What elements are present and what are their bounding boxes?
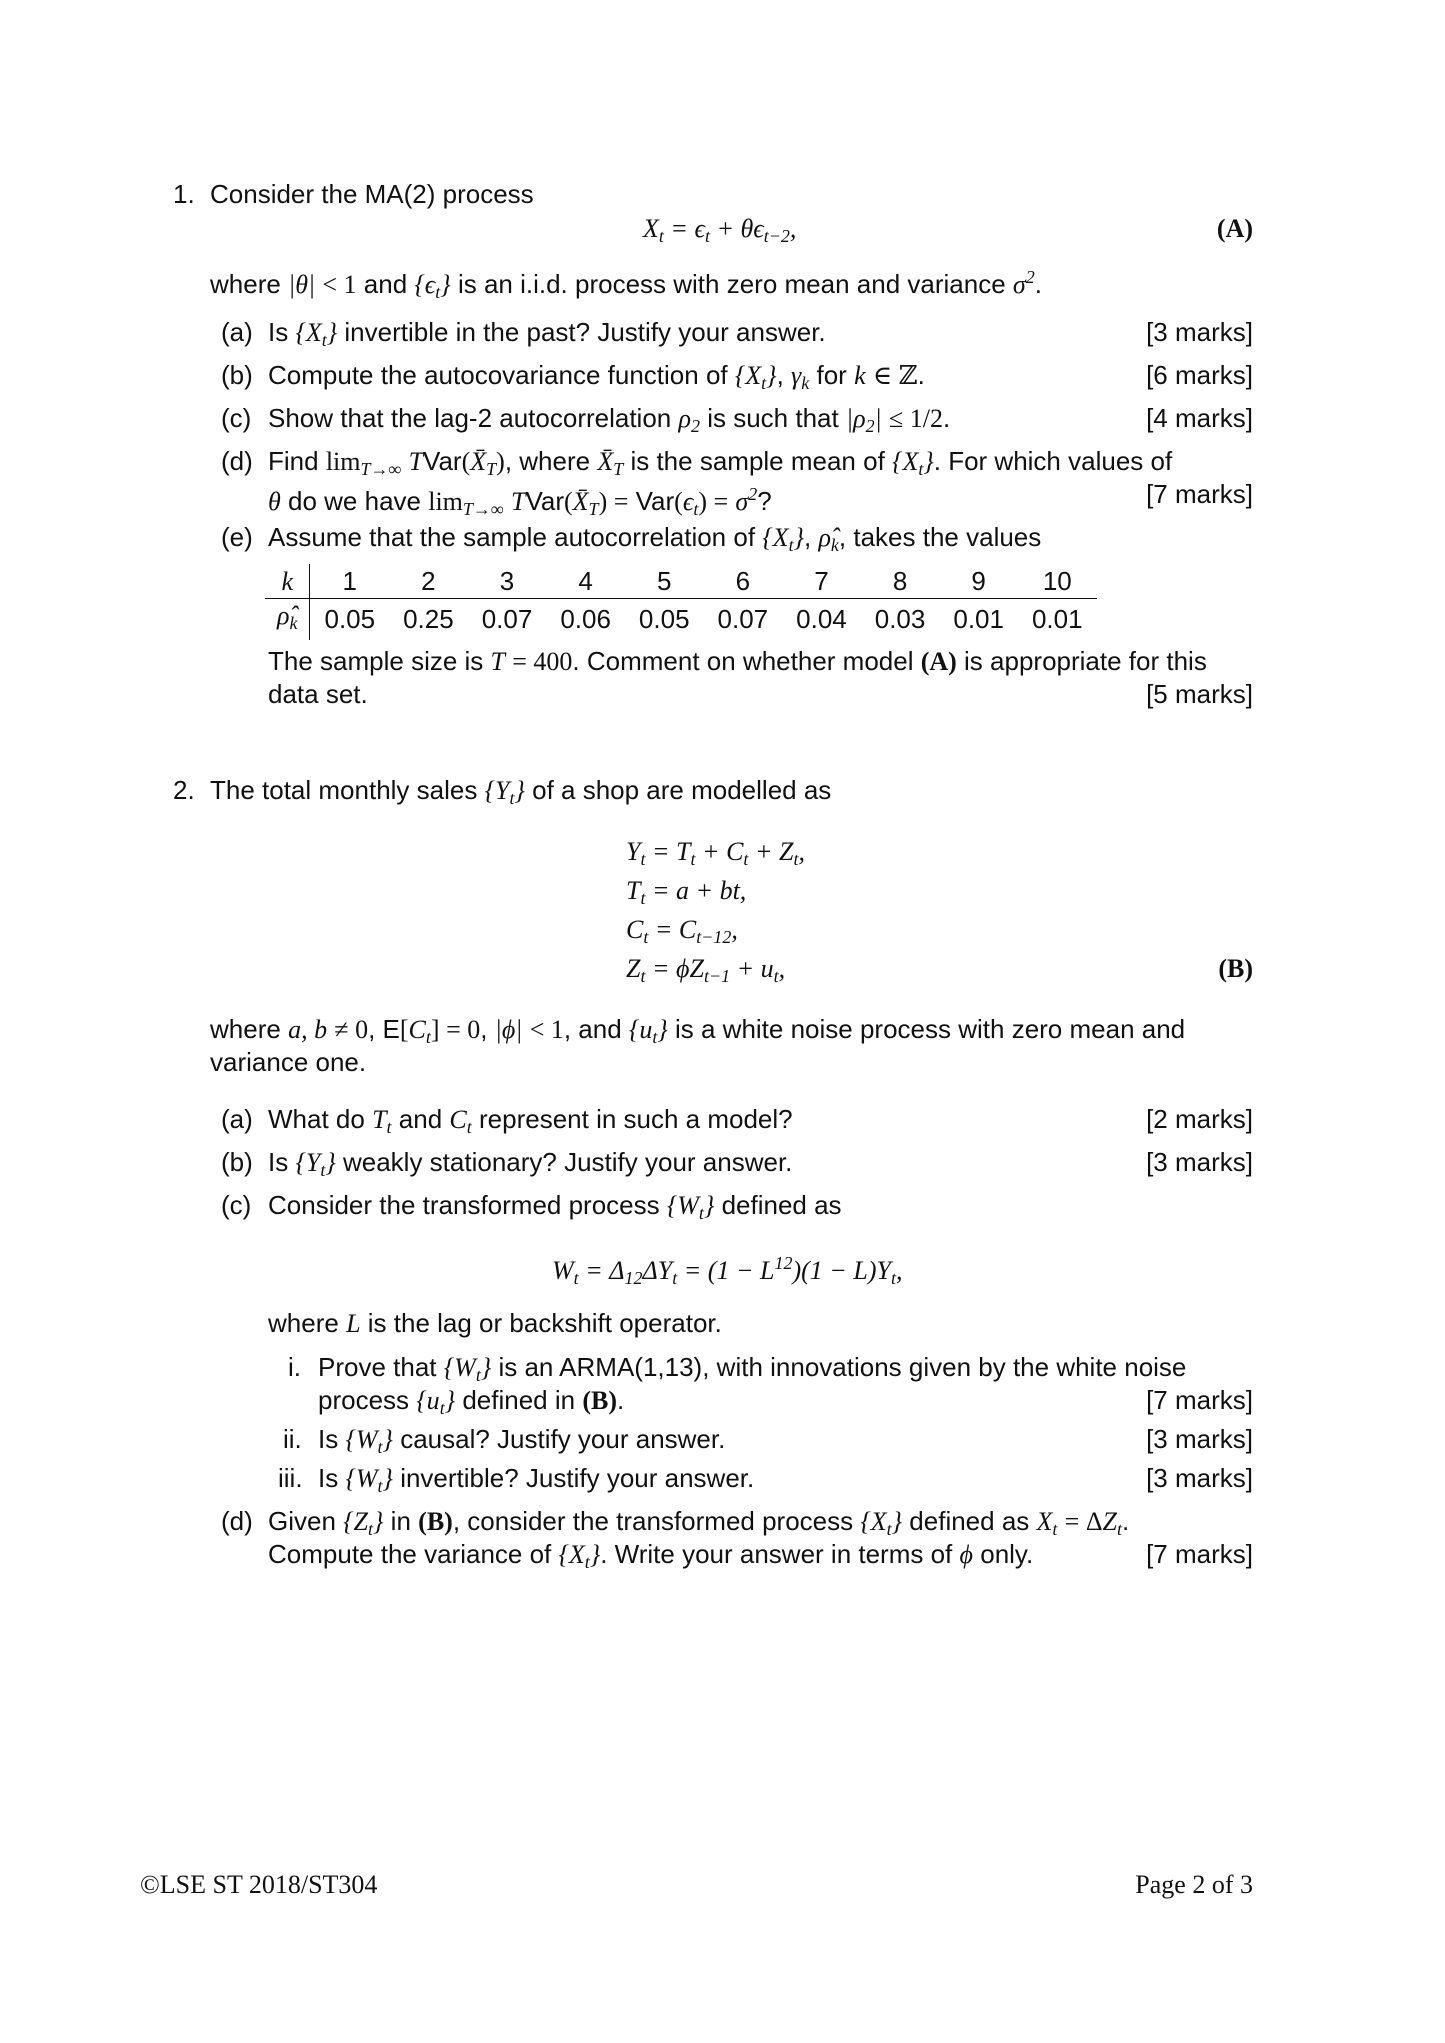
- q2-part-d-line1: Given $\{Z_t\}$ in (B), consider the transformed process $\{X_t\}$ defined as $X_t = \Delta Z_t$.: [268, 1506, 1130, 1539]
- q2-part-d-label: (d): [221, 1506, 253, 1536]
- q1-part-a-marks: [3 marks]: [1146, 317, 1253, 347]
- acf-value-row: [265, 599, 1097, 641]
- q2-part-d-line2: Compute the variance of $\{X_t\}$. Write your answer in terms of ϕ only.: [268, 1539, 1034, 1572]
- acf-rho-cell: 0.06: [560, 604, 611, 634]
- q1-intro: Consider the MA(2) process: [210, 179, 534, 209]
- acf-k-cell: 9: [939, 564, 1018, 599]
- q1-part-e-label: (e): [221, 522, 253, 552]
- acf-rho-cell: 0.04: [796, 604, 847, 634]
- q1-part-e-line2: The sample size is T = 400. Comment on whether model (A) is appropriate for this: [268, 646, 1207, 676]
- acf-rho-cell: 0.07: [717, 604, 769, 634]
- q2-number: 2.: [173, 775, 195, 805]
- acf-rho-cell: 0.01: [1031, 604, 1083, 634]
- q2-equation-label: (B): [1218, 954, 1253, 983]
- q1-part-c-marks: [4 marks]: [1146, 403, 1253, 433]
- q1-part-e-line3: data set.: [268, 679, 368, 709]
- acf-k-cell: 4: [546, 564, 625, 599]
- q2-eq-line-3: $C_t = C_{t-12}$,: [626, 915, 738, 947]
- q1-part-d-label: (d): [221, 446, 253, 476]
- q2-part-b-marks: [3 marks]: [1146, 1147, 1253, 1177]
- acf-k-header: k: [265, 564, 310, 599]
- q2-part-c-text: Consider the transformed process $\{W_t\}$ defined as: [268, 1190, 842, 1223]
- q1-part-a-label: (a): [221, 317, 253, 347]
- q1-part-d-marks: [7 marks]: [1146, 479, 1253, 509]
- q2-intro: The total monthly sales $\{Y_t\}$ of a shop are modelled as: [210, 775, 832, 808]
- q1-part-d-line2: θ do we have $\lim_{T\to\infty}$ $TVar(X̄_T) = Var(\epsilon_t) = \sigma^2$?: [268, 484, 772, 519]
- q2-part-d-marks: [7 marks]: [1146, 1539, 1253, 1569]
- acf-rho-cell: 0.01: [953, 604, 1004, 634]
- q2-sub-i-label: i.: [288, 1352, 301, 1382]
- q2-part-a-text: What do $T_t$ and $C_t$ represent in such a model?: [268, 1104, 793, 1137]
- acf-rho-cell: 0.03: [874, 604, 926, 634]
- q1-equation-label: (A): [1216, 214, 1253, 243]
- footer-copyright: ©LSE ST 2018/ST304: [140, 1870, 378, 1899]
- q2-sub-ii-marks: [3 marks]: [1146, 1424, 1253, 1454]
- acf-k-cell: 10: [1018, 564, 1097, 599]
- acf-rho-cell: 0.05: [324, 604, 376, 634]
- q1-part-b-text: Compute the autocovariance function of $\{X_t\}$, $\gamma_k$ for k ∈ ℤ.: [268, 360, 925, 393]
- q1-part-c-label: (c): [221, 403, 252, 433]
- q2-sub-i-marks: [7 marks]: [1146, 1385, 1253, 1415]
- q2-part-c-label: (c): [221, 1190, 252, 1220]
- acf-rho-cell: 0.25: [403, 604, 454, 634]
- acf-k-cell: 2: [389, 564, 468, 599]
- q2-part-c-where: where L is the lag or backshift operator.: [268, 1308, 722, 1338]
- q1-part-e-text: Assume that the sample autocorrelation of $\{X_t\}$, $\rhô_k$, takes the values: [268, 522, 1042, 555]
- q2-eq-line-4: $Z_t = \phi Z_{t-1} + u_t$,: [626, 954, 786, 986]
- q2-sub-iii-label: iii.: [278, 1463, 303, 1493]
- q1-part-e-marks: [5 marks]: [1146, 679, 1253, 709]
- q1-part-b-label: (b): [221, 360, 253, 390]
- acf-lag-row: [265, 564, 1097, 599]
- q1-part-b-marks: [6 marks]: [1146, 360, 1253, 390]
- q1-part-a-text: Is $\{X_t\}$ invertible in the past? Justify your answer.: [268, 317, 826, 350]
- q2-eq-line-1: $Y_t = T_t + C_t + Z_t$,: [626, 837, 805, 869]
- acf-k-cell: 7: [782, 564, 861, 599]
- acf-rho-cell: 0.07: [481, 604, 533, 634]
- q1-part-d-line1: Find $\lim_{T\to\infty}$ $TVar(X̄_T)$, where $X̄_T$ is the sample mean of $\{X_t\}$. For which values of: [268, 446, 1173, 479]
- q2-part-a-label: (a): [221, 1104, 253, 1134]
- q2-w-equation: $W_t = \Delta_{12}\Delta Y_t = (1 - L^{12})(1 - L)Y_t$,: [552, 1253, 903, 1288]
- acf-k-cell: 3: [468, 564, 547, 599]
- q2-part-b-text: Is $\{Y_t\}$ weakly stationary? Justify your answer.: [268, 1147, 793, 1180]
- q2-part-b-label: (b): [221, 1147, 253, 1177]
- acf-k-cell: 5: [625, 564, 704, 599]
- q2-sub-iii-marks: [3 marks]: [1146, 1463, 1253, 1493]
- q1-number: 1.: [173, 179, 195, 209]
- acf-table: [265, 564, 1097, 640]
- q2-where-line2: variance one.: [210, 1047, 367, 1077]
- q2-sub-ii-text: Is $\{W_t\}$ causal? Justify your answer.: [318, 1424, 726, 1457]
- q1-equation: $X_t = \epsilon_t + \theta\epsilon_{t-2}$,: [643, 214, 797, 246]
- q1-part-c-text: Show that the lag-2 autocorrelation $\rho_2$ is such that $|\rho_2| \le 1/2$.: [268, 403, 951, 436]
- acf-k-cell: 6: [704, 564, 783, 599]
- acf-k-cell: 8: [861, 564, 940, 599]
- q2-part-a-marks: [2 marks]: [1146, 1104, 1253, 1134]
- q1-where: where |θ| < 1 and $\{\epsilon_t\}$ is an i.i.d. process with zero mean and variance $\sigma^2$.: [210, 267, 1042, 302]
- acf-k-cell: 1: [310, 564, 389, 599]
- q2-where: where a, b ≠ 0, $E[C_t] = 0$, |ϕ| < 1, and $\{u_t\}$ is a white noise process with zero mean and: [210, 1014, 1186, 1047]
- acf-rho-cell: 0.05: [638, 604, 690, 634]
- q2-sub-ii-label: ii.: [283, 1424, 302, 1454]
- q2-sub-iii-text: Is $\{W_t\}$ invertible? Justify your answer.: [318, 1463, 755, 1496]
- q2-sub-i-line2: process $\{u_t\}$ defined in (B).: [318, 1385, 625, 1418]
- footer-page-number: Page 2 of 3: [1135, 1870, 1253, 1899]
- q2-sub-i-line1: Prove that $\{W_t\}$ is an ARMA(1,13), with innovations given by the white noise: [318, 1352, 1187, 1385]
- acf-rho-header: $\rhô_k$: [265, 599, 310, 641]
- q2-eq-line-2: $T_t = a$ + bt,: [626, 876, 747, 908]
